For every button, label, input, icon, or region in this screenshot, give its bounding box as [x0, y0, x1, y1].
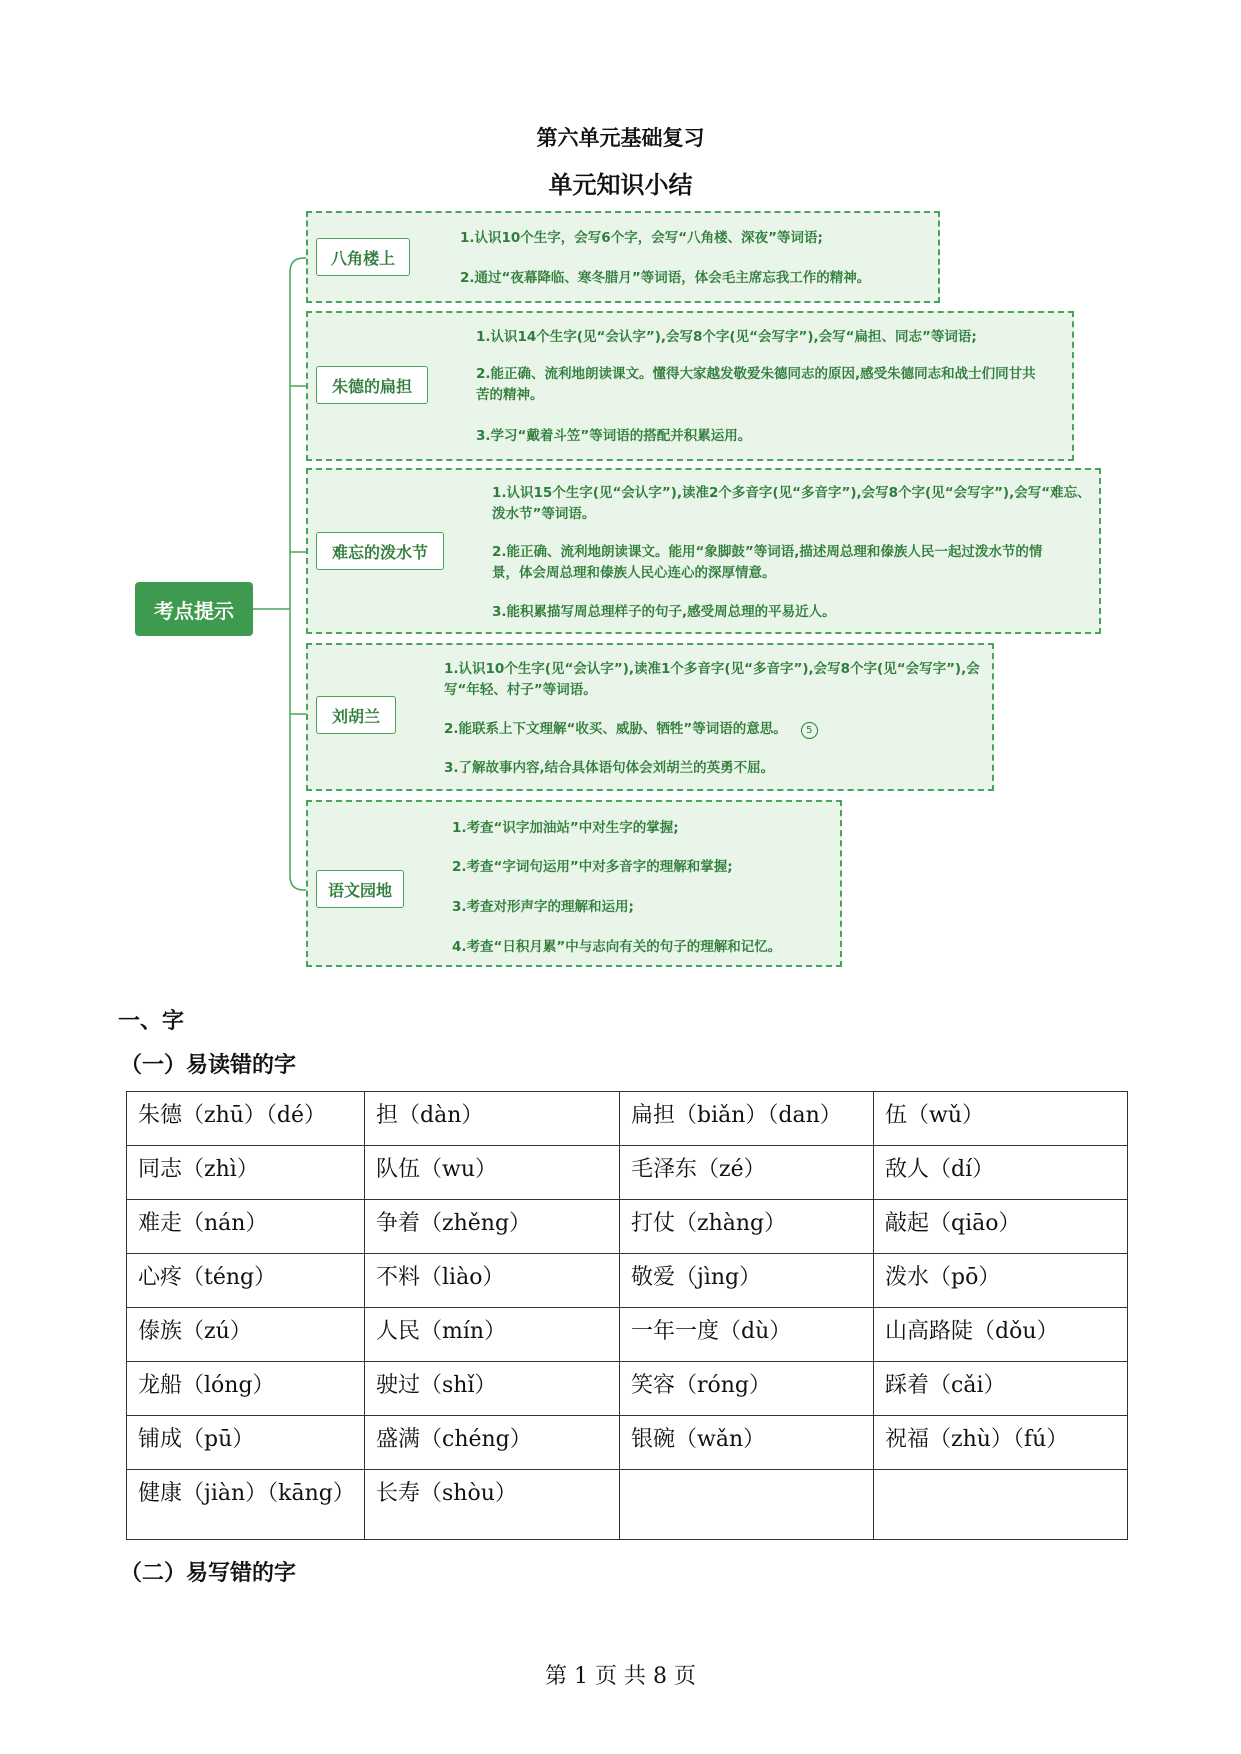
table-cell: 不料（liào） [365, 1254, 620, 1308]
mindmap-item: 3.学习“戴着斗笠”等词语的搭配并积累运用。 [476, 428, 752, 444]
table-row [127, 1092, 1128, 1146]
table-cell: 难走（nán） [127, 1200, 365, 1254]
mindmap-item: 3.考查对形声字的理解和运用; [452, 899, 634, 915]
table-cell: 一年一度（dù） [620, 1308, 874, 1362]
table-cell: 敬爱（jìng） [620, 1254, 874, 1308]
table-row [127, 1200, 1128, 1254]
table-cell: 祝福（zhù）（fú） [874, 1416, 1128, 1470]
table-cell [874, 1470, 1128, 1540]
table-cell: 扁担（biǎn）（dan） [620, 1092, 874, 1146]
mindmap-topic: 语文园地 [316, 870, 404, 908]
table-cell: 山高路陡（dǒu） [874, 1308, 1128, 1362]
table-row [127, 1254, 1128, 1308]
table-cell [620, 1470, 874, 1540]
table-cell: 健康（jiàn）（kāng） [127, 1470, 365, 1540]
table-cell: 银碗（wǎn） [620, 1416, 874, 1470]
table-cell: 傣族（zú） [127, 1308, 365, 1362]
mindmap-item: 2.能正确、流利地朗读课文。能用“象脚鼓”等词语,描述周总理和傣族人民一起过泼水节的情景，体会周总理和傣族人民心连心的深厚情意。 [492, 544, 1043, 581]
section-heading: 一、字 [118, 1009, 185, 1034]
table-cell: 打仗（zhàng） [620, 1200, 874, 1254]
mindmap-item: 2.考查“字词句运用”中对多音字的理解和掌握; [452, 859, 733, 875]
mindmap-item-text: 2.能联系上下文理解“收买、威胁、牺牲”等词语的意思。 [444, 721, 787, 737]
table-row [127, 1416, 1128, 1470]
mindmap-item: 1.认识10个生字，会写6个字，会写“八角楼、深夜”等词语; [460, 230, 823, 246]
circle-number-badge: 5 [801, 722, 818, 739]
table-cell: 心疼（téng） [127, 1254, 365, 1308]
table-cell: 毛泽东（zé） [620, 1146, 874, 1200]
table-cell: 伍（wǔ） [874, 1092, 1128, 1146]
mindmap-item [444, 719, 818, 740]
table-cell: 笑容（róng） [620, 1362, 874, 1416]
mindmap-item: 1.考查“识字加油站”中对生字的掌握; [452, 820, 679, 836]
mindmap-item: 2.通过“夜幕降临、寒冬腊月”等词语，体会毛主席忘我工作的精神。 [460, 270, 871, 286]
table-row [127, 1308, 1128, 1362]
table-cell: 担（dàn） [365, 1092, 620, 1146]
mindmap-root-node: 考点提示 [135, 582, 253, 636]
table-cell: 驶过（shǐ） [365, 1362, 620, 1416]
mindmap-topic: 难忘的泼水节 [316, 532, 444, 570]
table-cell: 铺成（pū） [127, 1416, 365, 1470]
table-cell: 盛满（chéng） [365, 1416, 620, 1470]
table-row [127, 1146, 1128, 1200]
document-title: 第六单元基础复习 [536, 126, 705, 150]
table-cell: 朱德（zhū）（dé） [127, 1092, 365, 1146]
table-cell: 泼水（pō） [874, 1254, 1128, 1308]
table-row [127, 1362, 1128, 1416]
mindmap-item: 3.能积累描写周总理样子的句子,感受周总理的平易近人。 [492, 604, 836, 620]
table-cell: 队伍（wu） [365, 1146, 620, 1200]
mindmap-topic: 刘胡兰 [316, 696, 396, 734]
table-cell: 人民（mín） [365, 1308, 620, 1362]
mindmap-item: 1.认识15个生字(见“会认字”),读准2个多音字(见“多音字”),会写8个字(见“会写字”),会写“难忘、泼水节”等词语。 [492, 485, 1091, 522]
summary-title: 单元知识小结 [548, 171, 693, 199]
table-cell: 长寿（shòu） [365, 1470, 620, 1540]
subsection-heading: （一）易读错的字 [120, 1053, 297, 1078]
mindmap-item: 1.认识14个生字(见“会认字”),会写8个字(见“会写字”),会写“扁担、同志”等词语; [476, 329, 977, 345]
table-cell: 踩着（cǎi） [874, 1362, 1128, 1416]
mindmap-topic: 八角楼上 [316, 238, 410, 276]
table-cell: 敌人（dí） [874, 1146, 1128, 1200]
misread-characters-table [126, 1091, 1128, 1540]
mindmap-item: 1.认识10个生字(见“会认字”),读准1个多音字(见“多音字”),会写8个字(见“会写字”),会写“年轻、村子”等词语。 [444, 661, 980, 698]
page-footer: 第 1 页 共 8 页 [545, 1664, 696, 1689]
table-cell: 争着（zhěng） [365, 1200, 620, 1254]
table-cell: 敲起（qiāo） [874, 1200, 1128, 1254]
table-row [127, 1470, 1128, 1540]
mindmap-item: 4.考查“日积月累”中与志向有关的句子的理解和记忆。 [452, 939, 782, 955]
mindmap-topic: 朱德的扁担 [316, 366, 428, 404]
mindmap-item: 2.能正确、流利地朗读课文。懂得大家越发敬爱朱德同志的原因,感受朱德同志和战士们同甘共苦的精神。 [476, 366, 1036, 403]
table-cell: 同志（zhì） [127, 1146, 365, 1200]
mindmap-item: 3.了解故事内容,结合具体语句体会刘胡兰的英勇不屈。 [444, 760, 775, 776]
subsection-heading: （二）易写错的字 [120, 1561, 297, 1586]
table-cell: 龙船（lóng） [127, 1362, 365, 1416]
